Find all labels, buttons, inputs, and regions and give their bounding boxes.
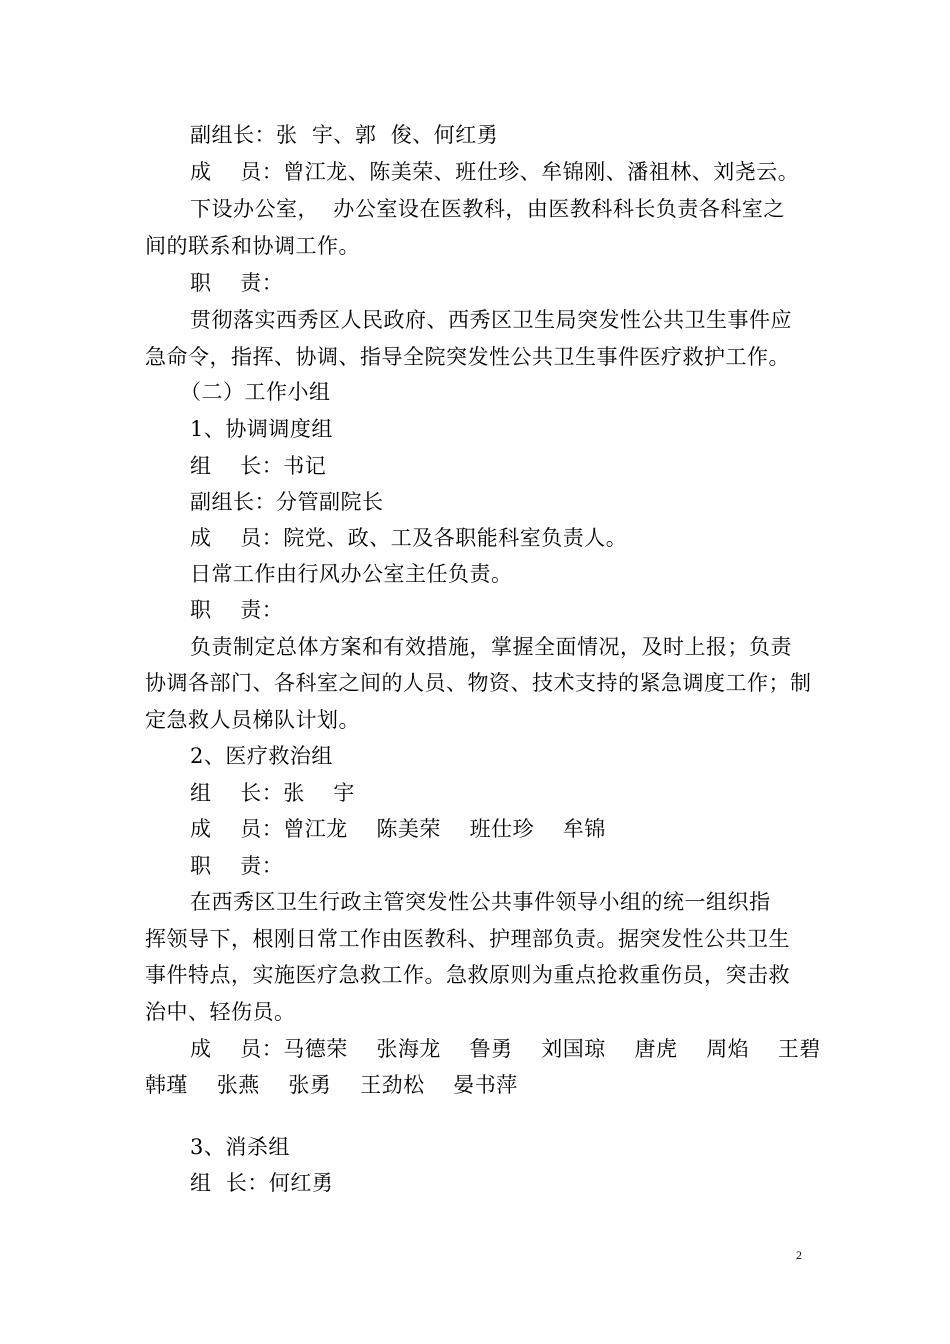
- text-line: 成 员：曾江龙 陈美荣 班仕珍 牟锦: [190, 817, 606, 841]
- subsection-heading: 1、协调调度组: [190, 417, 333, 441]
- page-number: 2: [796, 1248, 802, 1262]
- text-line: 职 责：: [190, 598, 284, 622]
- text-line: 成 员：曾江龙、陈美荣、班仕珍、牟锦刚、潘祖林、刘尧云。: [190, 160, 800, 184]
- text-line: 组 长：张 宇: [190, 781, 355, 805]
- text-line: 间的联系和协调工作。: [145, 234, 360, 258]
- text-line: 日常工作由行风办公室主任负责。: [190, 562, 513, 586]
- text-line: 贯彻落实西秀区人民政府、西秀区卫生局突发性公共卫生事件应: [190, 308, 792, 332]
- text-line: 在西秀区卫生行政主管突发性公共事件领导小组的统一组织指: [190, 890, 771, 914]
- subsection-heading: 3、消杀组: [190, 1135, 290, 1159]
- text-line: 副组长：分管副院长: [190, 490, 384, 514]
- text-line: 下设办公室， 办公室设在医教科，由医教科科长负责各科室之: [190, 197, 785, 221]
- section-heading: （二）工作小组: [180, 380, 331, 404]
- text-line: 事件特点，实施医疗急救工作。急救原则为重点抢救重伤员，突击救: [145, 963, 790, 987]
- subsection-heading: 2、医疗救治组: [190, 744, 333, 768]
- text-line: 急命令，指挥、协调、指导全院突发性公共卫生事件医疗救护工作。: [145, 345, 790, 369]
- text-line: 协调各部门、各科室之间的人员、物资、技术支持的紧急调度工作；制: [145, 671, 812, 695]
- text-line: 职 责：: [190, 854, 284, 878]
- text-line: 副组长：张 宇、郭 俊、何红勇: [190, 123, 499, 147]
- text-line: 组 长：何红勇: [190, 1171, 334, 1195]
- text-line: 负责制定总体方案和有效措施，掌握全面情况，及时上报；负责: [190, 635, 792, 659]
- text-line: 挥领导下，根刚日常工作由医教科、护理部负责。据突发性公共卫生: [145, 927, 790, 951]
- text-line: 职 责：: [190, 271, 284, 295]
- text-line: 成 员：院党、政、工及各职能科室负责人。: [190, 526, 628, 550]
- text-line: 治中、轻伤员。: [145, 1000, 296, 1024]
- text-line: 定急救人员梯队计划。: [145, 708, 360, 732]
- text-line: 组 长：书记: [190, 454, 327, 478]
- text-line: 韩瑾 张燕 张勇 王劲松 晏书萍: [145, 1073, 518, 1097]
- text-line: 成 员：马德荣 张海龙 鲁勇 刘国琼 唐虎 周焰 王碧: [190, 1037, 821, 1061]
